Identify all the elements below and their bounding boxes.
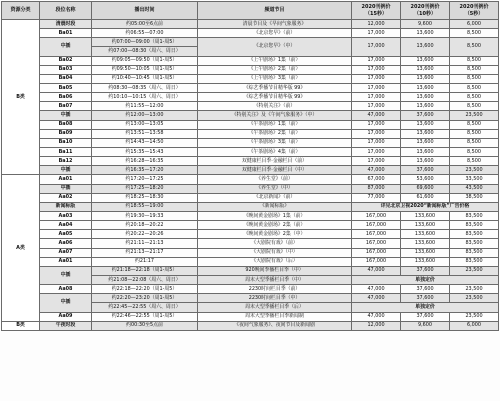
price-10s-cell: 133,600 <box>401 230 450 239</box>
price-5s-cell: 43,500 <box>450 184 499 193</box>
program-cell: 周末大型季播栏目季新闻制 <box>198 312 352 321</box>
price-10s-cell: 13,600 <box>401 102 450 111</box>
price-10s-cell: 133,600 <box>401 239 450 248</box>
price-10s-cell: 133,600 <box>401 257 450 266</box>
slot-cell: 中插 <box>40 166 92 175</box>
time-cell: 约21:17 <box>92 257 198 266</box>
slot-cell: Aa04 <box>40 221 92 230</box>
slot-cell: 中插 <box>40 294 92 312</box>
price-15s-cell: 47,000 <box>352 285 401 294</box>
time-cell: 约06:55—07:00 <box>92 29 198 38</box>
price-5s-cell: 83,500 <box>450 230 499 239</box>
slot-cell: Ba02 <box>40 56 92 65</box>
time-cell: 约22:46—22:55（周1-周5） <box>92 312 198 321</box>
program-cell: 《晚间黄金剧场》1集（前） <box>198 211 352 220</box>
table-row <box>2 147 499 156</box>
program-cell: 《特别关注》（前） <box>198 102 352 111</box>
price-5s-cell: 23,500 <box>450 294 499 303</box>
table-row <box>2 184 499 193</box>
price-15s-cell: 17,000 <box>352 157 401 166</box>
time-cell: 约10:10—10:15（周六、周日） <box>92 93 198 102</box>
program-cell: 《夜间气象服务》、夜间节目及新闻剧 <box>198 321 352 330</box>
table-row <box>2 29 499 38</box>
time-cell: 约05:00至6点前 <box>92 20 198 29</box>
program-cell: 《上午剧场》2集（前） <box>198 65 352 74</box>
time-cell: 约13:51—13:58 <box>92 129 198 138</box>
price-10s-cell: 13,600 <box>401 83 450 92</box>
program-cell: 双健康栏目季·金融栏目（中） <box>198 166 352 175</box>
slot-cell: Aa09 <box>40 312 92 321</box>
price-5s-cell: 8,500 <box>450 74 499 83</box>
price-15s-cell: 77,000 <box>352 193 401 202</box>
program-cell: 周末大型季播栏目季（中） <box>198 275 352 284</box>
time-cell: 约16:28—16:35 <box>92 157 198 166</box>
table-row <box>2 321 499 330</box>
time-cell: 约13:00—13:05 <box>92 120 198 129</box>
price-10s-cell: 13,600 <box>401 138 450 147</box>
table-row <box>2 175 499 184</box>
price-5s-cell: 8,500 <box>450 102 499 111</box>
category-cell: A类 <box>2 175 40 321</box>
time-cell: 约17:25—18:20 <box>92 184 198 193</box>
price-5s-cell: 38,500 <box>450 193 499 202</box>
time-cell: 约09:05—09:50（周1-周5） <box>92 56 198 65</box>
price-15s-cell: 17,000 <box>352 56 401 65</box>
program-cell: 《综艺季播节目精华版 99》 <box>198 83 352 92</box>
price-15s-cell: 67,000 <box>352 175 401 184</box>
price-10s-cell: 133,600 <box>401 221 450 230</box>
program-cell: 《北京您早》（前） <box>198 29 352 38</box>
price-note-cell: 详见北京卫视2020“新闻标版”广告价格 <box>352 202 499 211</box>
price-10s-cell: 9,600 <box>401 20 450 29</box>
price-15s-cell: 167,000 <box>352 257 401 266</box>
table-row <box>2 111 499 120</box>
time-cell: 约11:55—12:00 <box>92 102 198 111</box>
price-10s-cell: 69,600 <box>401 184 450 193</box>
time-cell: 约14:43—14:50 <box>92 138 198 147</box>
slot-cell: Ba12 <box>40 157 92 166</box>
program-cell: 《新闻标版》 <box>198 202 352 211</box>
program-cell: 《午茶剧场》4集（前） <box>198 147 352 156</box>
price-5s-cell: 23,500 <box>450 166 499 175</box>
program-cell: 《晚间黄金剧场》2集（中） <box>198 230 352 239</box>
slot-cell: Aa02 <box>40 193 92 202</box>
table-row <box>2 221 499 230</box>
price-10s-cell: 9,600 <box>401 321 450 330</box>
time-cell: 约22:45—22:55（周六、周日） <box>92 303 198 312</box>
slot-cell: 中插 <box>40 111 92 120</box>
slot-cell: Ba06 <box>40 93 92 102</box>
price-15s-cell: 167,000 <box>352 230 401 239</box>
price-10s-cell: 133,600 <box>401 211 450 220</box>
time-cell: 约18:55—19:00 <box>92 202 198 211</box>
slot-cell: 午夜时段 <box>40 321 92 330</box>
price-15s-cell: 47,000 <box>352 266 401 275</box>
time-cell: 约21:11—21:13 <box>92 239 198 248</box>
header-row <box>2 2 499 20</box>
price-5s-cell: 8,500 <box>450 29 499 38</box>
time-cell: 约00:30至5点前 <box>92 321 198 330</box>
time-cell: 约15:35—15:43 <box>92 147 198 156</box>
program-cell: 《综艺季播节目精华版 99》 <box>198 93 352 102</box>
slot-cell: Ba11 <box>40 147 92 156</box>
price-10s-cell: 13,600 <box>401 29 450 38</box>
table-row <box>2 248 499 257</box>
price-15s-cell: 17,000 <box>352 29 401 38</box>
program-cell: 《上午剧场》3集（前） <box>198 74 352 83</box>
price-5s-cell: 23,500 <box>450 312 499 321</box>
price-10s-cell: 13,600 <box>401 157 450 166</box>
price-5s-cell: 83,500 <box>450 248 499 257</box>
table-row <box>2 129 499 138</box>
price-10s-cell: 37,600 <box>401 312 450 321</box>
slot-cell: Aa06 <box>40 239 92 248</box>
table-row <box>2 102 499 111</box>
program-cell: 《养生堂》（前） <box>198 175 352 184</box>
price-note-cell: 单独定价 <box>352 303 499 312</box>
table-row <box>2 312 499 321</box>
price-5s-cell: 8,500 <box>450 38 499 56</box>
table-row <box>2 93 499 102</box>
price-15s-cell: 47,000 <box>352 166 401 175</box>
price-5s-cell: 6,000 <box>450 321 499 330</box>
header-price-10s: 2020刊例价 （10秒） <box>401 2 450 20</box>
price-15s-cell: 17,000 <box>352 102 401 111</box>
table-row <box>2 120 499 129</box>
program-cell: 《大剧院有戏》（后） <box>198 257 352 266</box>
header-program: 频道节目 <box>198 2 352 20</box>
slot-cell: Ba05 <box>40 83 92 92</box>
time-cell: 约18:25—18:30 <box>92 193 198 202</box>
program-cell: 《午茶剧场》1集（前） <box>198 120 352 129</box>
price-15s-cell: 17,000 <box>352 74 401 83</box>
program-cell: 《午茶剧场》3集（前） <box>198 138 352 147</box>
slot-cell: 中插 <box>40 266 92 284</box>
price-5s-cell: 23,500 <box>450 285 499 294</box>
slot-cell: Ba08 <box>40 120 92 129</box>
price-10s-cell: 37,600 <box>401 294 450 303</box>
price-10s-cell: 37,600 <box>401 266 450 275</box>
category-cell: B类 <box>2 20 40 175</box>
time-cell: 约12:00—13:00 <box>92 111 198 120</box>
price-15s-cell: 17,000 <box>352 65 401 74</box>
slot-cell: Ba09 <box>40 129 92 138</box>
price-5s-cell: 83,500 <box>450 257 499 266</box>
price-10s-cell: 37,600 <box>401 111 450 120</box>
price-5s-cell: 8,500 <box>450 129 499 138</box>
price-10s-cell: 133,600 <box>401 248 450 257</box>
table-row <box>2 266 499 275</box>
program-cell: 《晚间黄金剧场》2集（前） <box>198 221 352 230</box>
price-5s-cell: 8,500 <box>450 157 499 166</box>
rate-card-table <box>1 1 499 331</box>
price-10s-cell: 13,600 <box>401 74 450 83</box>
table-row <box>2 74 499 83</box>
slot-cell: Ba10 <box>40 138 92 147</box>
time-cell: 约10:40—10:45（周1-周5） <box>92 74 198 83</box>
price-5s-cell: 8,500 <box>450 83 499 92</box>
table-row <box>2 83 499 92</box>
price-15s-cell: 17,000 <box>352 38 401 56</box>
price-15s-cell: 87,000 <box>352 184 401 193</box>
price-15s-cell: 17,000 <box>352 83 401 92</box>
time-cell: 约20:22—20:26 <box>92 230 198 239</box>
time-cell: 约21:13—21:17 <box>92 248 198 257</box>
price-5s-cell: 6,000 <box>450 20 499 29</box>
table-row <box>2 65 499 74</box>
header-price-5s: 2020刊例价 （5秒） <box>450 2 499 20</box>
table-row <box>2 193 499 202</box>
time-cell: 约22:18—22:20（周1-周5） <box>92 285 198 294</box>
time-cell: 约08:30—08:35（周六、周日） <box>92 83 198 92</box>
time-cell: 约17:20—17:25 <box>92 175 198 184</box>
slot-cell: Ba01 <box>40 29 92 38</box>
table-row <box>2 211 499 220</box>
price-15s-cell: 47,000 <box>352 111 401 120</box>
slot-cell: Ba07 <box>40 102 92 111</box>
category-cell: B类 <box>2 321 40 330</box>
slot-cell: Ba04 <box>40 74 92 83</box>
price-15s-cell: 12,000 <box>352 321 401 330</box>
header-category: 资源分类 <box>2 2 40 20</box>
program-cell: 《北京新闻》（前） <box>198 193 352 202</box>
program-cell: 《大剧院有戏》（前） <box>198 239 352 248</box>
slot-cell: 中插 <box>40 184 92 193</box>
price-10s-cell: 13,600 <box>401 120 450 129</box>
program-cell: 2230时间栏目季（前） <box>198 285 352 294</box>
time-cell: 约21:08—22:08（周六、周日） <box>92 275 198 284</box>
price-15s-cell: 17,000 <box>352 93 401 102</box>
price-15s-cell: 47,000 <box>352 312 401 321</box>
price-5s-cell: 83,500 <box>450 221 499 230</box>
slot-cell: 新闻标版 <box>40 202 92 211</box>
price-5s-cell: 8,500 <box>450 147 499 156</box>
price-10s-cell: 13,600 <box>401 129 450 138</box>
header-price-15s: 2020刊例价 （15秒） <box>352 2 401 20</box>
table-row <box>2 257 499 266</box>
slot-cell: Aa03 <box>40 211 92 220</box>
price-15s-cell: 17,000 <box>352 129 401 138</box>
price-15s-cell: 47,000 <box>352 294 401 303</box>
slot-cell: Aa07 <box>40 248 92 257</box>
slot-cell: Aa08 <box>40 285 92 294</box>
program-cell: 920晚间季播栏目季（中） <box>198 266 352 275</box>
time-cell: 约07:00—09:00（周1-周5） <box>92 38 198 47</box>
program-cell: 《大剧院有戏》（中） <box>198 248 352 257</box>
price-15s-cell: 167,000 <box>352 239 401 248</box>
price-15s-cell: 167,000 <box>352 248 401 257</box>
price-5s-cell: 33,500 <box>450 175 499 184</box>
time-cell: 约21:18—22:18（周1-周5） <box>92 266 198 275</box>
table-row <box>2 230 499 239</box>
price-5s-cell: 8,500 <box>450 93 499 102</box>
program-cell: 《北京您早》（中） <box>198 38 352 56</box>
program-cell: 双健康栏目季·金融栏目（前） <box>198 157 352 166</box>
table-row <box>2 20 499 29</box>
price-10s-cell: 37,600 <box>401 285 450 294</box>
program-cell: 《上午剧场》1集（前） <box>198 56 352 65</box>
price-15s-cell: 167,000 <box>352 211 401 220</box>
slot-cell: 中插 <box>40 38 92 56</box>
price-15s-cell: 12,000 <box>352 20 401 29</box>
price-10s-cell: 13,600 <box>401 147 450 156</box>
table-row <box>2 138 499 147</box>
price-10s-cell: 53,600 <box>401 175 450 184</box>
program-cell: 2230时间栏目季（中） <box>198 294 352 303</box>
rate-card-body <box>2 20 499 331</box>
program-cell: 《养生堂》（中） <box>198 184 352 193</box>
price-10s-cell: 13,600 <box>401 38 450 56</box>
price-5s-cell: 23,500 <box>450 266 499 275</box>
table-row <box>2 38 499 47</box>
time-cell: 约07:00—08:30（周六、周日） <box>92 47 198 56</box>
slot-cell: Ba03 <box>40 65 92 74</box>
price-10s-cell: 37,600 <box>401 166 450 175</box>
table-row <box>2 56 499 65</box>
price-5s-cell: 23,500 <box>450 111 499 120</box>
price-15s-cell: 167,000 <box>352 221 401 230</box>
price-5s-cell: 83,500 <box>450 239 499 248</box>
table-row <box>2 285 499 294</box>
price-5s-cell: 83,500 <box>450 211 499 220</box>
time-cell: 约09:50—10:05（周1-周5） <box>92 65 198 74</box>
time-cell: 约20:18—20:22 <box>92 221 198 230</box>
table-row <box>2 239 499 248</box>
time-cell: 约22:20—23:20（周1-周5） <box>92 294 198 303</box>
header-time: 播出时间 <box>92 2 198 20</box>
slot-cell: Aa01 <box>40 175 92 184</box>
price-note-cell: 单独定价 <box>352 275 499 284</box>
slot-cell: Aa01 <box>40 257 92 266</box>
time-cell: 约16:35—17:20 <box>92 166 198 175</box>
program-cell: 清晨节目及《早间气象服务》 <box>198 20 352 29</box>
program-cell: 《午茶剧场》2集（前） <box>198 129 352 138</box>
price-10s-cell: 13,600 <box>401 56 450 65</box>
table-row <box>2 202 499 211</box>
time-cell: 约19:30—19:33 <box>92 211 198 220</box>
slot-cell: 清晨时段 <box>40 20 92 29</box>
program-cell: 周末大型季播栏目季（后） <box>198 303 352 312</box>
price-10s-cell: 13,600 <box>401 65 450 74</box>
table-row <box>2 294 499 303</box>
price-15s-cell: 17,000 <box>352 120 401 129</box>
program-cell: 《特别关注》及《午间气象服务》（中） <box>198 111 352 120</box>
price-15s-cell: 17,000 <box>352 147 401 156</box>
table-row <box>2 166 499 175</box>
price-10s-cell: 61,600 <box>401 193 450 202</box>
slot-cell: Aa05 <box>40 230 92 239</box>
price-5s-cell: 8,500 <box>450 138 499 147</box>
table-row <box>2 157 499 166</box>
header-slot: 段位名称 <box>40 2 92 20</box>
price-5s-cell: 8,500 <box>450 120 499 129</box>
price-15s-cell: 17,000 <box>352 138 401 147</box>
price-5s-cell: 8,500 <box>450 56 499 65</box>
price-5s-cell: 8,500 <box>450 65 499 74</box>
price-10s-cell: 13,600 <box>401 93 450 102</box>
